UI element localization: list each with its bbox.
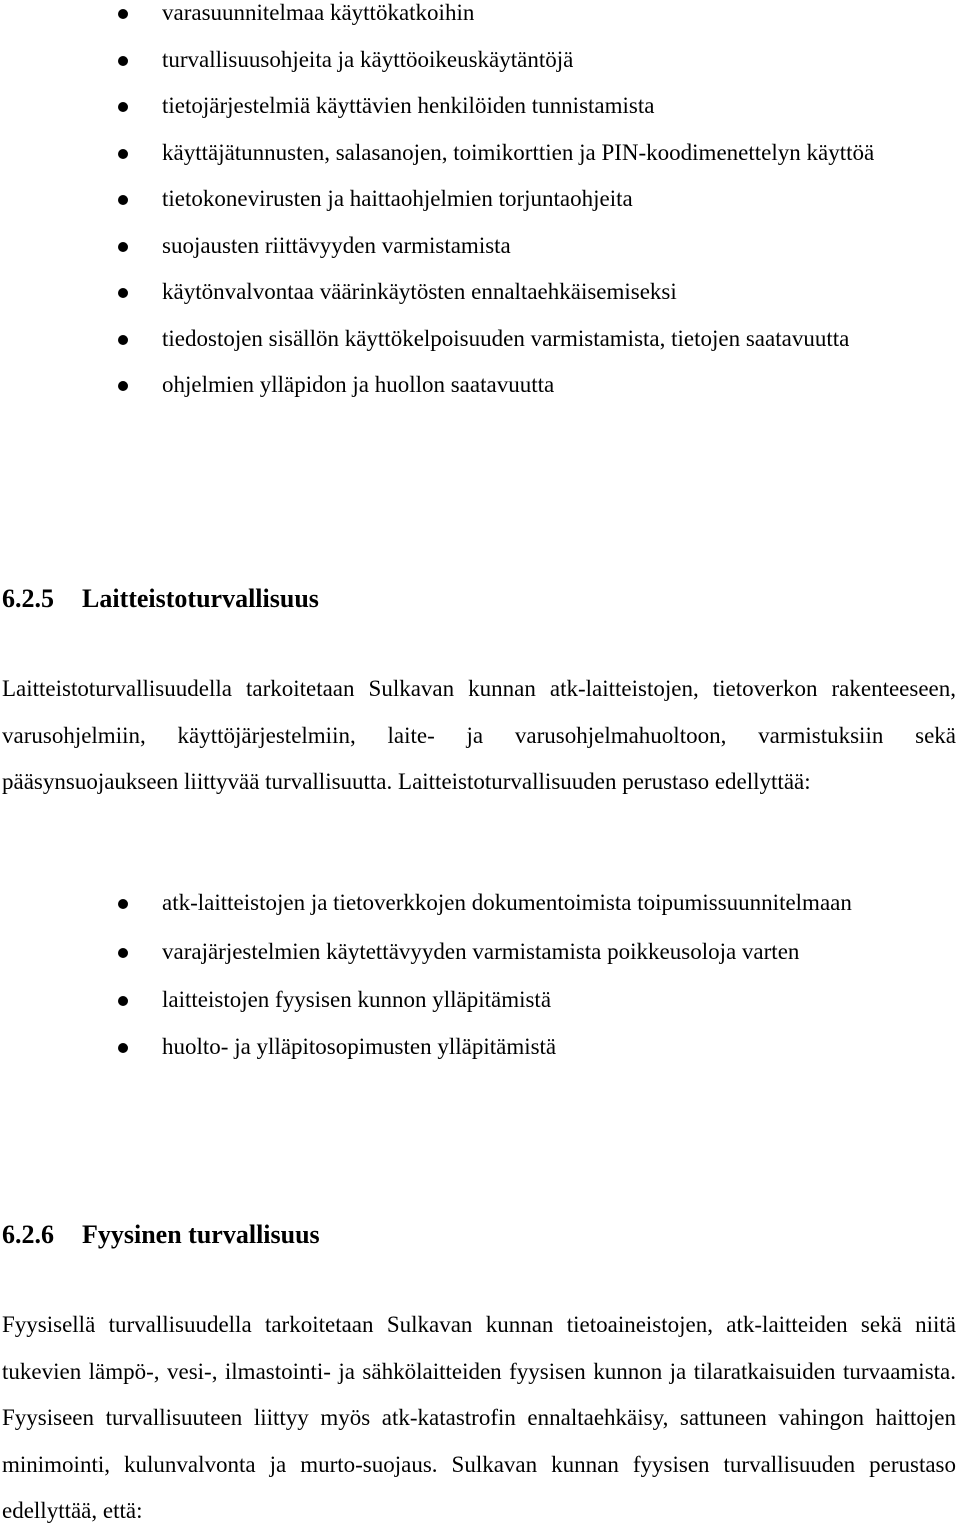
- list-item-text: tiedostojen sisällön käyttökelpoisuuden varmistamista, tietojen saatavuutta: [162, 325, 850, 351]
- list-item: [0, 83, 960, 130]
- list-item: [0, 223, 960, 270]
- bullet-icon: [118, 899, 128, 909]
- bullet-icon: [118, 335, 128, 345]
- list-item: [0, 0, 960, 37]
- list-item: [0, 130, 960, 177]
- section-paragraph: Fyysisellä turvallisuudella tarkoitetaan Sulkavan kunnan tietoaineistojen, atk-laitteiden sekä niitä tukevien lämpö-, vesi-, ilmastointi- ja sähkölaitteiden fyysisen kunnon ja tilaratkaisuiden turvaamista. Fyysiseen turvallisuuteen liittyy myös atk-katastrofin ennaltaehkäisy, sattuneen vahingon haittojen minimointi, kulunvalvonta ja murto-suojaus. Sulkavan kunnan fyysisen turvallisuuden perustaso edellyttää, että:: [2, 1312, 956, 1523]
- list-item-text: varajärjestelmien käytettävyyden varmistamista poikkeusoloja varten: [162, 938, 800, 964]
- bullet-icon: [118, 288, 128, 298]
- list-item-text: tietokonevirusten ja haittaohjelmien torjuntaohjeita: [162, 186, 633, 211]
- bullet-list-requirements: [0, 0, 960, 409]
- list-item-text: turvallisuusohjeita ja käyttöoikeuskäytäntöjä: [162, 46, 574, 72]
- bullet-icon: [118, 996, 128, 1006]
- bullet-icon: [118, 242, 128, 252]
- section-number: 6.2.6: [2, 1220, 54, 1249]
- bullet-icon: [118, 102, 128, 112]
- list-item: [0, 1024, 960, 1071]
- section-title: Fyysinen turvallisuus: [82, 1220, 320, 1249]
- list-item-text: tietojärjestelmiä käyttävien henkilöiden tunnistamista: [162, 93, 655, 118]
- bullet-icon: [118, 195, 128, 205]
- list-item: [0, 880, 960, 927]
- list-item: [0, 316, 960, 363]
- bullet-list-hardware: [0, 880, 960, 1070]
- bullet-icon: [118, 149, 128, 159]
- list-item-text: laitteistojen fyysisen kunnon ylläpitämistä: [162, 987, 552, 1012]
- section-title: Laitteistoturvallisuus: [82, 584, 319, 613]
- list-item: [0, 929, 960, 976]
- list-item-text: ohjelmien ylläpidon ja huollon saatavuutta: [162, 372, 555, 397]
- list-item-text: suojausten riittävyyden varmistamista: [162, 232, 511, 258]
- section-heading-fyysinen-turvallisuus: [2, 1217, 320, 1253]
- bullet-icon: [118, 381, 128, 391]
- bullet-icon: [118, 56, 128, 66]
- list-item-text: atk-laitteistojen ja tietoverkkojen dokumentoimista toipumissuunnitelmaan: [162, 890, 852, 915]
- list-item-text: käytönvalvontaa väärinkäytösten ennaltaehkäisemiseksi: [162, 279, 677, 304]
- list-item: [0, 362, 960, 409]
- section-paragraph: Laitteistoturvallisuudella tarkoitetaan Sulkavan kunnan atk-laitteistojen, tietoverkon rakenteeseen, varusohjelmiin, käyttöjärjestelmiin, laite- ja varusohjelmahuoltoon, varmistuksiin sekä pääsynsuojaukseen liittyvää turvallisuutta. Laitteistoturvallisuuden perustaso edellyttää:: [2, 676, 956, 794]
- bullet-icon: [118, 9, 128, 19]
- bullet-icon: [118, 948, 128, 958]
- list-item: [0, 269, 960, 316]
- section-number: 6.2.5: [2, 584, 54, 613]
- bullet-icon: [118, 1043, 128, 1053]
- section-heading-laitteistoturvallisuus: [2, 581, 319, 617]
- list-item-text: käyttäjätunnusten, salasanojen, toimikorttien ja PIN-koodimenettelyn käyttöä: [162, 139, 875, 165]
- list-item: [0, 37, 960, 84]
- list-item: [0, 176, 960, 223]
- list-item: [0, 977, 960, 1024]
- list-item-text: huolto- ja ylläpitosopimusten ylläpitämistä: [162, 1033, 557, 1059]
- list-item-text: varasuunnitelmaa käyttökatkoihin: [162, 0, 475, 25]
